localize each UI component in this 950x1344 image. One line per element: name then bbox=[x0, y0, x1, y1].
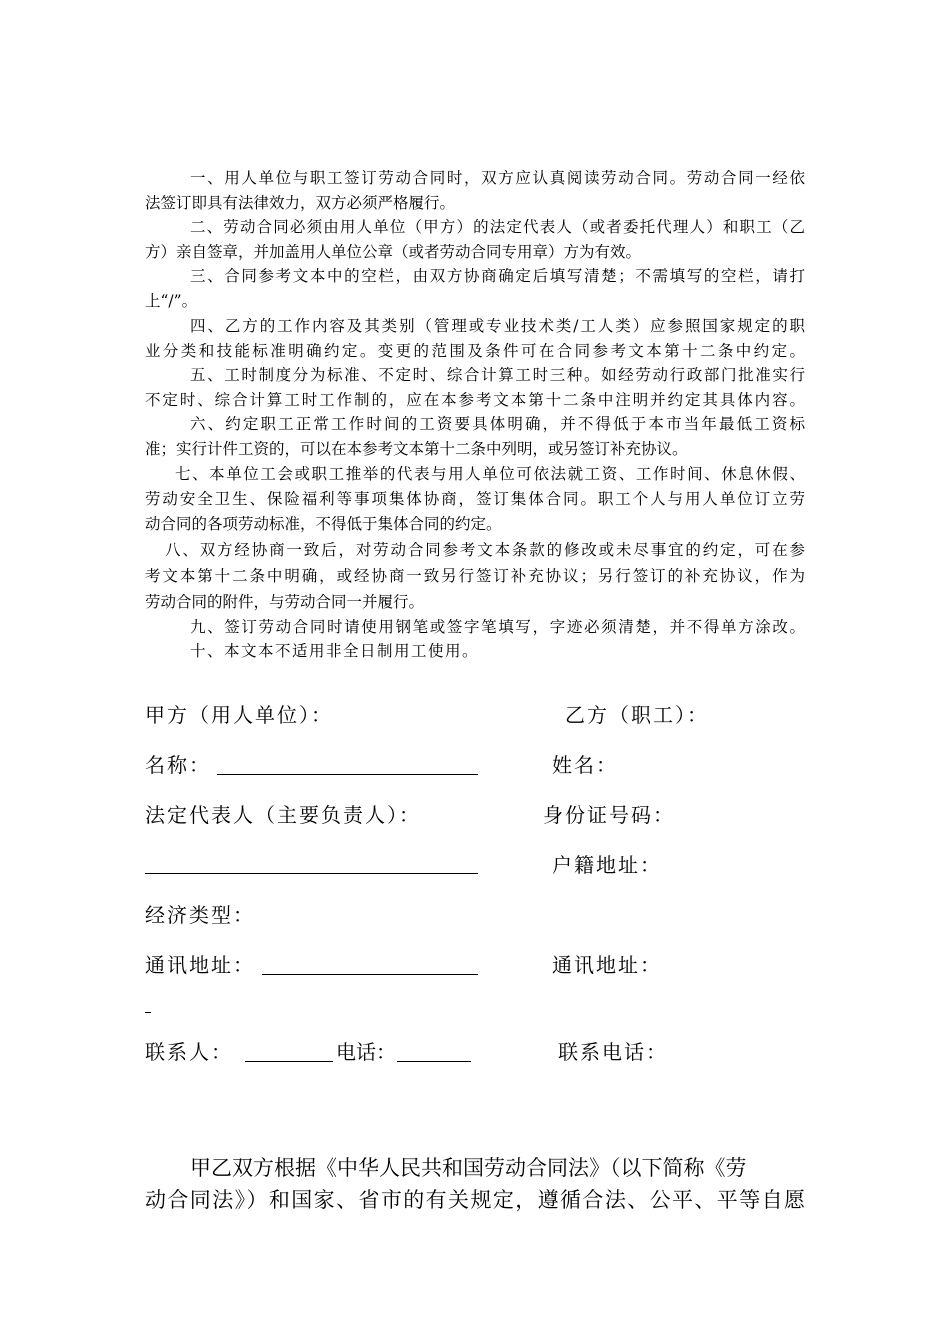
id-number-label: 身份证号码： bbox=[543, 803, 675, 827]
name-field[interactable] bbox=[217, 774, 478, 775]
note-line: 业分类和技能标准明确约定。变更的范围及条件可在合同参考文本第十二条中约定。 bbox=[145, 342, 805, 360]
economic-type-label: 经济类型： bbox=[145, 903, 255, 927]
party-b-label: 乙方（职工）： bbox=[565, 703, 709, 727]
note-line: 十、本文本不适用非全日制用工使用。 bbox=[190, 642, 480, 660]
note-line: 五、工时制度分为标准、不定时、综合计算工时三种。如经劳动行政部门批准实行 bbox=[190, 366, 805, 384]
note-line: 七、本单位工会或职工推举的代表与用人单位可依法就工资、工作时间、休息休假、 bbox=[175, 465, 805, 483]
note-line: 四、乙方的工作内容及其类别（管理或专业技术类/工人类）应参照国家规定的职 bbox=[190, 317, 805, 335]
note-line: 八、双方经协商一致后，对劳动合同参考文本条款的修改或未尽事宜的约定，可在参 bbox=[165, 541, 805, 559]
note-line: 九、签订劳动合同时请使用钢笔或签字笔填写，字迹必须清楚，并不得单方涂改。 bbox=[190, 618, 805, 636]
note-line: 不定时、综合计算工时工作制的，应在本参考文本第十二条中注明并约定其具体内容。 bbox=[145, 391, 805, 409]
contact-field[interactable] bbox=[245, 1061, 333, 1062]
phone-field[interactable] bbox=[397, 1061, 471, 1062]
note-line: 考文本第十二条中明确，或经协商一致另行签订补充协议；另行签订的补充协议，作为 bbox=[145, 567, 805, 585]
preamble-line: 甲乙双方根据《中华人民共和国劳动合同法》（以下简称《劳 bbox=[190, 1156, 747, 1180]
stray-underline bbox=[145, 1012, 151, 1013]
note-line: 方）亲自签章，并加盖用人单位公章（或者劳动合同专用章）方为有效。 bbox=[145, 243, 642, 261]
party-a-label: 甲方（用人单位）： bbox=[145, 703, 333, 727]
note-line: 一、用人单位与职工签订劳动合同时，双方应认真阅读劳动合同。劳动合同一经依 bbox=[190, 169, 805, 187]
note-line: 六、约定职工正常工作时间的工资要具体明确，并不得低于本市当年最低工资标 bbox=[190, 415, 805, 433]
note-line: 三、合同参考文本中的空栏，由双方协商确定后填写清楚；不需填写的空栏，请打 bbox=[190, 267, 805, 285]
legal-rep-field[interactable] bbox=[145, 873, 478, 874]
person-name-label: 姓名： bbox=[552, 753, 618, 777]
note-line: 劳动安全卫生、保险福利等事项集体协商，签订集体合同。职工个人与用人单位订立劳 bbox=[145, 490, 805, 508]
note-line: 劳动合同的附件，与劳动合同一并履行。 bbox=[145, 593, 425, 611]
contact-phone-label: 联系电话： bbox=[558, 1040, 668, 1064]
household-address-label: 户籍地址： bbox=[552, 853, 662, 877]
note-line: 二、劳动合同必须由用人单位（甲方）的法定代表人（或者委托代理人）和职工（乙 bbox=[190, 218, 805, 236]
note-line: 法签订即具有法律效力，双方必须严格履行。 bbox=[145, 194, 456, 212]
address-a-label: 通讯地址： bbox=[145, 953, 255, 977]
preamble-line: 动合同法》）和国家、省市的有关规定，遵循合法、公平、平等自愿 bbox=[145, 1188, 805, 1212]
address-b-label: 通讯地址： bbox=[552, 953, 662, 977]
note-line: 上“/”。 bbox=[145, 292, 198, 310]
contact-label: 联系人： bbox=[145, 1040, 233, 1064]
note-line: 动合同的各项劳动标准，不得低于集体合同的约定。 bbox=[145, 515, 502, 533]
phone-label: 电话： bbox=[336, 1040, 396, 1064]
name-label: 名称： bbox=[145, 753, 211, 777]
legal-rep-label: 法定代表人（主要负责人）： bbox=[145, 803, 421, 827]
address-a-field[interactable] bbox=[262, 974, 478, 975]
note-line: 准；实行计件工资的，可以在本参考文本第十二条中列明，或另签订补充协议。 bbox=[145, 440, 688, 458]
